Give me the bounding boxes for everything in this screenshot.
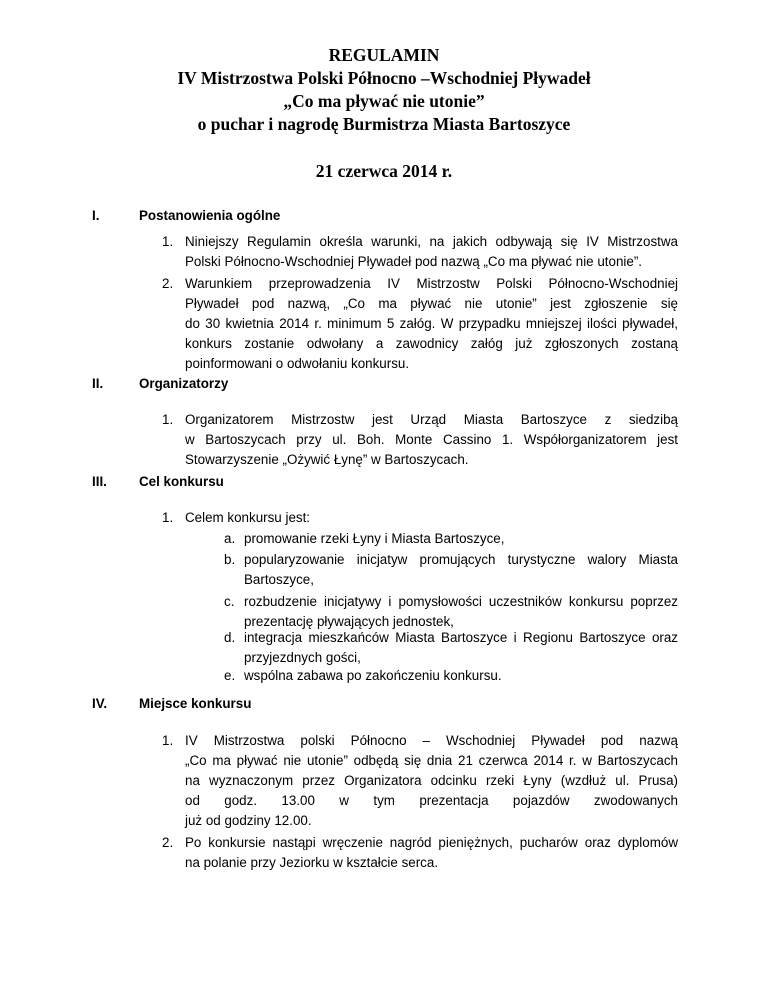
item-line: IV Mistrzostwa polski Północno – Wschodniej Pływadeł pod nazwą [185, 733, 678, 748]
item-line: Celem konkursu jest: [185, 510, 311, 525]
item-number: 1. [162, 510, 174, 525]
item-line: Po konkursie nastąpi wręczenie nagród pieniężnych, pucharów oraz dyplomów [185, 835, 678, 850]
section-3-number: III. [92, 474, 107, 489]
subitem-letter: a. [224, 531, 236, 546]
item-line: „Co ma pływać nie utonie” odbędą się dnia 21 czerwca 2014 r. w Bartoszycach [185, 753, 678, 768]
section-3-item-1 [162, 508, 678, 528]
section-2-title: Organizatorzy [139, 376, 229, 391]
header-prize: o puchar i nagrodę Burmistrza Miasta Bartoszyce [197, 114, 571, 134]
header-motto: „Co ma pływać nie utonie” [283, 91, 485, 111]
item-number: 1. [162, 234, 174, 249]
header-title: REGULAMIN [328, 45, 440, 65]
item-number: 2. [162, 835, 174, 850]
section-4-item-1 [162, 731, 678, 831]
item-line: Polski Północno-Wschodniej Pływadeł pod nazwą „Co ma pływać nie utonie”. [185, 254, 642, 269]
item-number: 2. [162, 276, 174, 291]
section-2-item-1 [162, 410, 678, 470]
item-line: od godz. 13.00 w tym prezentacja pojazdów zwodowanych [185, 793, 678, 808]
section-4-title: Miejsce konkursu [139, 696, 252, 711]
goal-c [224, 592, 678, 632]
item-line: Organizatorem Mistrzostw jest Urząd Miasta Bartoszyce z siedzibą [185, 412, 678, 427]
section-3-title: Cel konkursu [139, 474, 224, 489]
subitem-line: przyjezdnych gości, [244, 650, 361, 665]
document-header [0, 44, 768, 136]
item-line: poinformowani o odwołaniu konkursu. [185, 356, 410, 371]
goal-a [224, 529, 678, 549]
subitem-line: popularyzowanie inicjatyw promujących turystyczne walory Miasta [244, 552, 678, 567]
subitem-line: integracja mieszkańców Miasta Bartoszyce i Regionu Bartoszyce oraz [244, 630, 678, 645]
header-date: 21 czerwca 2014 r. [315, 161, 453, 181]
item-number: 1. [162, 412, 174, 427]
item-line: na wyznaczonym przez Organizatora odcinku rzeki Łyny (wzdłuż ul. Prusa) [185, 773, 678, 788]
goal-e [224, 666, 678, 686]
section-1-item-1 [162, 232, 678, 272]
goal-b [224, 550, 678, 590]
item-number: 1. [162, 733, 174, 748]
goal-d [224, 628, 678, 668]
subitem-letter: d. [224, 630, 236, 645]
subitem-line: Bartoszyce, [244, 572, 314, 587]
subitem-line: prezentację pływających jednostek, [244, 614, 454, 629]
item-line: w Bartoszycach przy ul. Boh. Monte Cassino 1. Współorganizatorem jest [185, 432, 678, 447]
section-4-number: IV. [92, 696, 108, 711]
subitem-letter: b. [224, 552, 236, 567]
subitem-line: wspólna zabawa po zakończeniu konkursu. [244, 668, 502, 683]
item-line: Warunkiem przeprowadzenia IV Mistrzostw Polski Północno-Wschodniej [185, 276, 678, 291]
subitem-line: rozbudzenie inicjatywy i pomysłowości uczestników konkursu poprzez [244, 594, 678, 609]
section-4-item-2 [162, 833, 678, 873]
subitem-letter: c. [224, 594, 235, 609]
item-line: Niniejszy Regulamin określa warunki, na jakich odbywają się IV Mistrzostwa [185, 234, 678, 249]
subitem-line: promowanie rzeki Łyny i Miasta Bartoszyce, [244, 531, 505, 546]
item-line: do 30 kwietnia 2014 r. minimum 5 załóg. W przypadku mniejszej ilości pływadeł, [185, 316, 678, 331]
section-1-item-2 [162, 274, 678, 374]
header-event-name: IV Mistrzostwa Polski Północno –Wschodniej Pływadeł [177, 68, 591, 88]
item-line: Pływadeł pod nazwą, „Co ma pływać nie utonie” jest zgłoszenie się [185, 296, 678, 311]
item-line: na polanie przy Jeziorku w kształcie serca. [185, 855, 439, 870]
item-line: już od godziny 12.00. [185, 813, 312, 828]
item-line: konkurs zostanie odwołany a zawodnicy załóg już zgłoszonych zostaną [185, 336, 678, 351]
section-1-number: I. [92, 208, 100, 223]
subitem-letter: e. [224, 668, 236, 683]
item-line: Stowarzyszenie „Ożywić Łynę” w Bartoszycach. [185, 452, 469, 467]
section-1-title: Postanowienia ogólne [139, 208, 281, 223]
section-2-number: II. [92, 376, 104, 391]
